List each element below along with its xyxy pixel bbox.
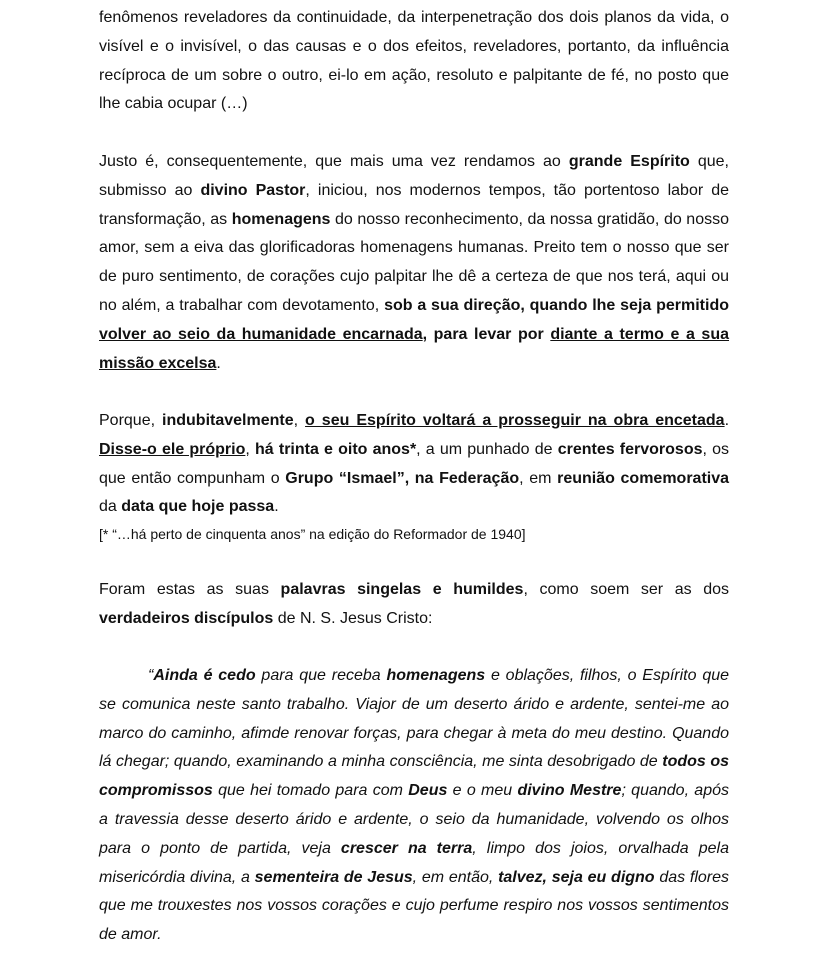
text-span: Justo é, consequentemente, que mais uma vez rendamos ao	[99, 153, 569, 170]
text-span: para que receba	[255, 667, 387, 684]
text-span: homenagens	[231, 210, 331, 228]
text-span: palavras singelas e humildes	[280, 581, 524, 598]
text-span: grande Espírito	[568, 153, 690, 170]
paragraph-quote	[99, 662, 729, 950]
text-span: divino Pastor	[200, 181, 306, 199]
text-span: diante a termo e a sua missão excelsa	[99, 325, 730, 372]
text-span: , iniciou, nos modernos tempos, tão portentoso labor de transformação, as	[99, 181, 730, 228]
text-span: reunião comemorativa	[557, 469, 730, 487]
text-span: sob a sua direção, quando lhe seja permitido	[384, 296, 729, 314]
text-span: , a um punhado de	[416, 440, 558, 458]
text-span: das flores que me trouxestes nos vossos corações e cujo perfume respiro nos vossos sentimentos de amor.	[99, 868, 730, 944]
text-span: indubitavelmente	[162, 412, 294, 429]
text-span: sementeira de Jesus	[254, 868, 413, 886]
text-span: Ainda é cedo	[153, 667, 256, 684]
text-span: , como soem ser as dos	[523, 581, 730, 598]
text-span: , em	[519, 469, 558, 487]
text-span: .	[216, 354, 221, 372]
text-span: o seu Espírito voltará a prosseguir na obra encetada	[305, 412, 725, 429]
text-span: e oblações, filhos, o Espírito que se comunica neste santo trabalho. Viajor de um deserto árido e ardente, sentei-me ao marco do caminho, afimde renovar forças, para chegar à meta do meu destino. Quando lá chegar; quando, examinando a minha consciência, me sinta desobrigado de	[99, 667, 730, 771]
text-span: da	[99, 498, 122, 516]
paragraph-return	[99, 407, 729, 522]
text-span: .	[724, 412, 730, 429]
text-span: Porque,	[99, 412, 163, 429]
text-span: crentes fervorosos	[557, 440, 703, 458]
text-span: do nosso reconhecimento, da nossa gratidão, do nosso amor, sem a eiva das glorificadoras homenagens humanas. Preito tem o nosso que ser de puro sentimento, de corações cujo palpitar lhe dê a certeza de que nos terá, aqui ou no além, a trabalhar com devotamento,	[99, 210, 730, 314]
paragraph-homage	[99, 148, 729, 378]
text-span: há trinta e oito anos*	[255, 440, 417, 458]
text-span: , para levar por	[422, 325, 551, 343]
text-span: homenagens	[386, 667, 486, 684]
text-span: de N. S. Jesus Cristo:	[273, 609, 433, 627]
text-span: que, submisso ao	[99, 153, 730, 199]
text-span: , limpo dos joios, orvalhada pela misericórdia divina, a	[99, 839, 729, 886]
text-span: .	[274, 498, 279, 516]
text-span: que hei tomado para com	[212, 782, 409, 800]
paragraph-words	[99, 576, 729, 634]
text-span: Deus	[408, 782, 448, 800]
text-span: crescer na terra	[340, 839, 473, 857]
text-span: volver ao seio da humanidade encarnada	[99, 325, 423, 343]
text-span: divino Mestre	[517, 782, 622, 800]
text-span: ,	[245, 440, 256, 458]
text-span: todos os compromissos	[99, 753, 729, 800]
text-span: verdadeiros discípulos	[99, 609, 274, 627]
text-span: e o meu	[447, 782, 518, 800]
text-span: Disse-o ele próprio	[99, 440, 246, 458]
text-span: data que hoje passa	[121, 498, 275, 516]
text-span: talvez, seja eu digno	[498, 868, 655, 886]
text-span: Foram estas as suas	[99, 581, 281, 598]
text-span: Grupo “Ismael”, na Federação	[285, 469, 520, 487]
footnote: [* “…há perto de cinquenta anos” na edição do Reformador de 1940]	[99, 526, 526, 542]
text-span: ,	[293, 412, 306, 429]
text-span: fenômenos reveladores da continuidade, da interpenetração dos dois planos da vida, o visível e o invisível, o das causas e o dos efeitos, reveladores, portanto, da influência recíproca de um sobre o outro, ei-lo em ação, resoluto e palpitante de fé, no posto que lhe cabia ocupar (…)	[99, 9, 729, 113]
text-span: “	[148, 667, 154, 684]
text-span: , em então,	[412, 868, 499, 886]
text-span: , os que então compunham o	[99, 440, 730, 487]
paragraph-intro	[99, 4, 729, 119]
text-span: ; quando, após a travessia desse deserto árido e ardente, o seio da humanidade, volvendo os olhos para o ponto de partida, veja	[99, 782, 729, 857]
